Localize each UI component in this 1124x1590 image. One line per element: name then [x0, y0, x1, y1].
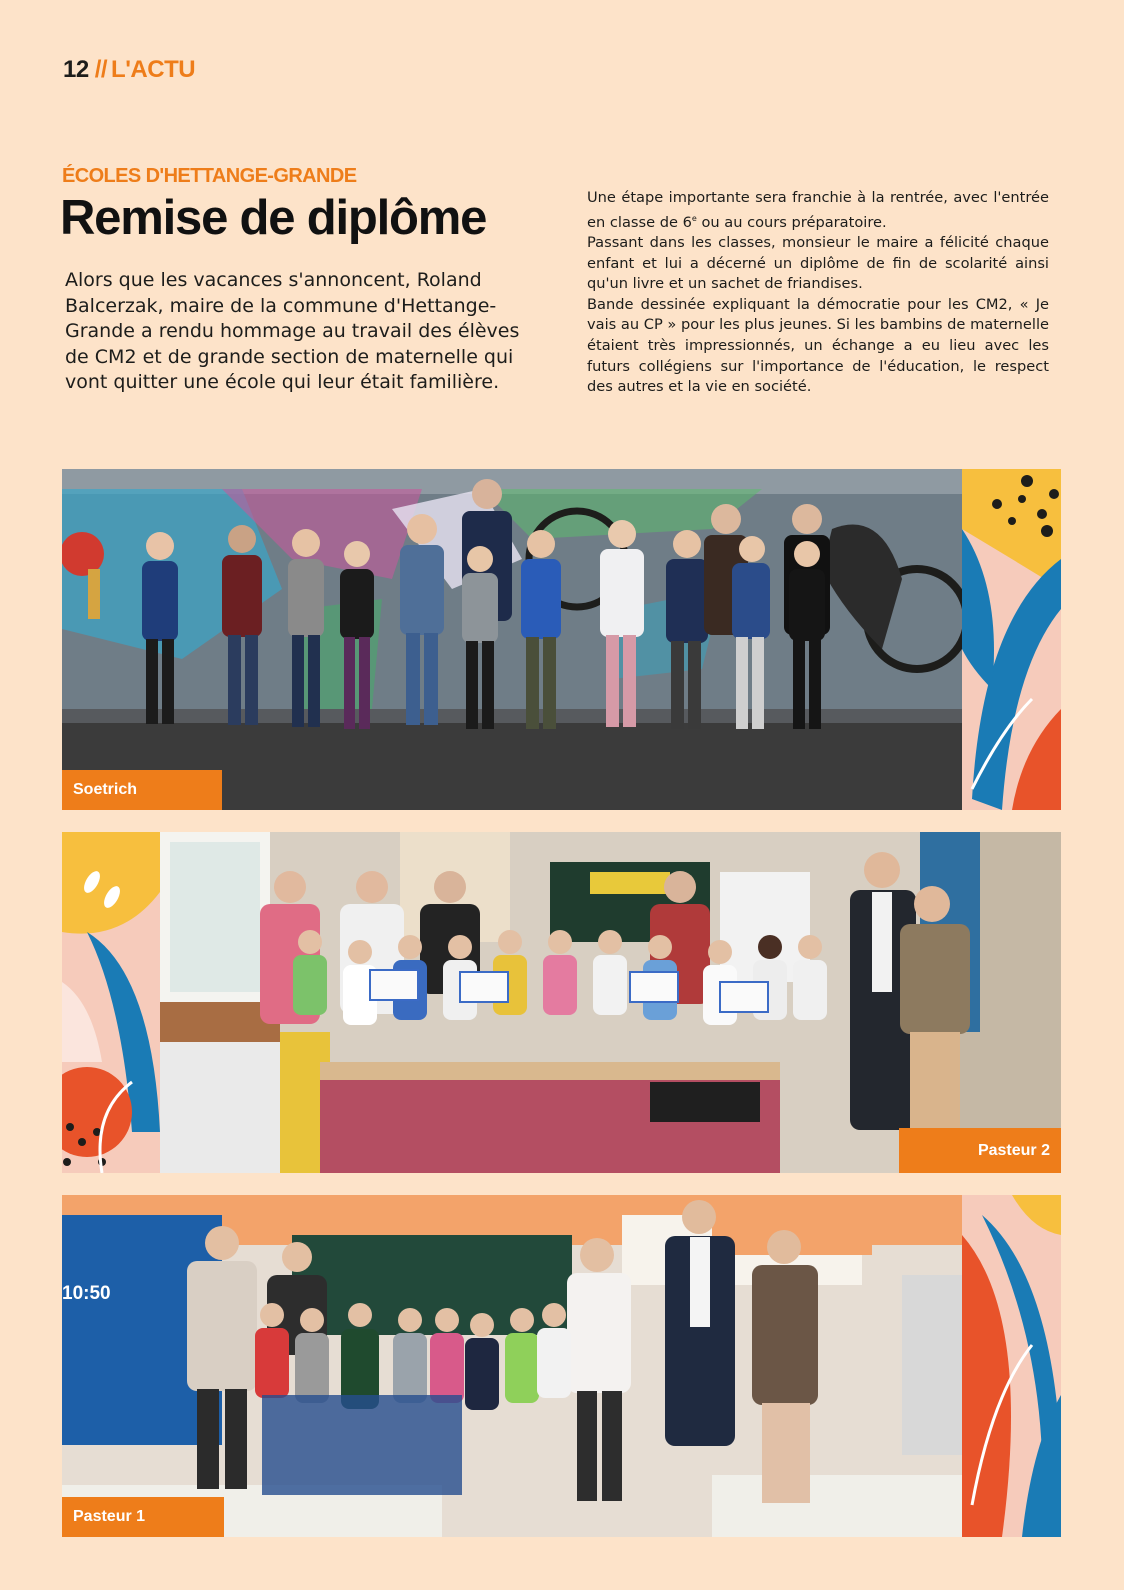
group-photo-classroom-2 [62, 1195, 962, 1537]
header-separator: // [94, 56, 108, 83]
page-number: 12 [63, 56, 89, 83]
photo-soetrich [62, 469, 962, 810]
body-paragraph: Passant dans les classes, monsieur le maire a félicité chaque enfant et lui a décerné un diplôme de fin de scolarité ainsi qu'un livre et un sachet de friandises. [587, 234, 1049, 293]
decorative-leaves-right-1 [962, 469, 1061, 810]
body-paragraph: Une étape importante sera franchie à la rentrée, avec l'entrée en classe de 6e ou au cours préparatoire. [587, 189, 1049, 231]
page-header [63, 56, 195, 84]
photo-pasteur-1 [62, 1195, 962, 1537]
body-paragraph: Bande dessinée expliquant la démocratie pour les CM2, « Je vais au CP » pour les plus jeunes. Si les bambins de maternelle étaient très impressionnés, un échange a eu lieu avec les futurs collégiens sur l'importance de l'éducation, le respect des autres et la vie en société. [587, 295, 1049, 396]
photo-pasteur-2 [160, 832, 1061, 1173]
article-kicker: ÉCOLES D'HETTANGE-GRANDE [62, 165, 357, 187]
article-lead: Alors que les vacances s'annoncent, Roland Balcerzak, maire de la commune d'Hettange-Grande a rendu hommage au travail des élèves de CM2 et de grande section de maternelle qui vont quitter une école qui leur était familière. [65, 269, 520, 393]
decorative-leaves-left-2 [62, 832, 160, 1173]
group-photo-classroom [160, 832, 1061, 1173]
group-photo-outdoor [62, 469, 962, 810]
photo-caption-pasteur-2: Pasteur 2 [899, 1128, 1061, 1173]
section-name: L'ACTU [111, 56, 196, 83]
photo-caption-soetrich: Soetrich [62, 770, 222, 810]
photo-caption-pasteur-1: Pasteur 1 [62, 1497, 224, 1537]
article-title: Remise de diplôme [60, 191, 487, 245]
screen-clock: 10:50 [62, 1283, 111, 1304]
article-body [587, 188, 1049, 398]
decorative-leaves-right-3 [962, 1195, 1061, 1537]
